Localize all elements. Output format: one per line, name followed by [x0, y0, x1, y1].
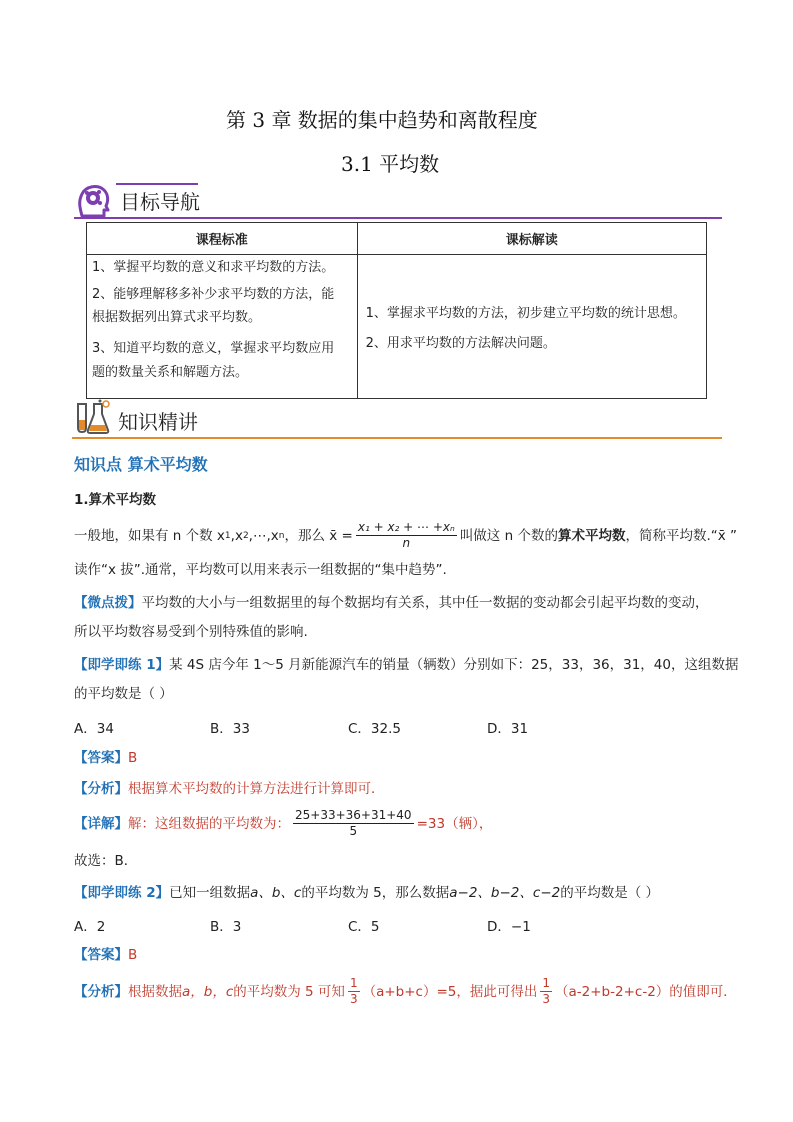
exercise-2-option-a: A．2	[74, 919, 106, 935]
tip-text: 平均数的大小与一组数据里的每个数据均有关系，其中任一数据的变动都会引起平均数的变动，	[141, 595, 709, 611]
exercise-1-option-b: B．33	[210, 721, 250, 737]
def-text: ，简称平均数.“x̄ ”	[625, 527, 738, 544]
exercise-2-tag: 【即学即练 2】	[74, 885, 170, 901]
def-text: 一般地，如果有 n 个数 x	[74, 527, 225, 544]
standard-line: 2、能够理解移多补少求平均数的方法，能	[92, 287, 335, 302]
fraction-numerator: 1	[349, 976, 358, 990]
exercise-1-analysis	[74, 779, 385, 799]
analysis-tag: 【分析】	[74, 781, 128, 797]
exercise-2-option-b: B．3	[210, 919, 242, 935]
exercise-2-exprs: a−2、b−2、c−2	[449, 885, 561, 901]
detail-text: 解：这组数据的平均数为：	[128, 815, 290, 832]
analysis-text: （a+b+c）=5，据此可得出	[362, 983, 538, 1000]
def-text: ,x	[230, 527, 243, 544]
fraction-numerator: 1	[542, 976, 551, 990]
analysis-tag: 【分析】	[74, 983, 128, 1000]
exercise-1-conclusion: 故选：B．	[74, 853, 138, 869]
exercise-1-text: 某 4S 店今年 1～5 月新能源汽车的销量（辆数）分别如下：25，33，36，31，40，这组数据	[169, 657, 739, 673]
standards-table	[86, 222, 707, 399]
exercise-1-option-d: D．31	[487, 721, 529, 737]
def-sub: 1	[224, 530, 231, 541]
exercise-2-option-d: D．−1	[487, 919, 531, 935]
answer-value: B	[128, 750, 138, 766]
lab-flask-icon	[72, 398, 112, 436]
brain-head-icon	[74, 180, 114, 220]
exercise-1-detail	[74, 808, 492, 839]
definition-line-2: 读作“x 拔”.通常，平均数可以用来表示一组数据的“集中趋势”.	[74, 562, 447, 578]
standards-right-cell	[357, 255, 706, 399]
def-text: 叫做这 n 个数的	[459, 527, 558, 544]
exercise-2-vars: a、b、c	[250, 885, 302, 901]
goal-divider	[74, 217, 722, 219]
tip-line-1	[74, 593, 709, 613]
analysis-vars: a，b，c	[182, 983, 234, 1000]
exercise-1-line-1	[74, 655, 739, 675]
exercise-2-option-c: C．5	[348, 919, 380, 935]
answer-tag: 【答案】	[74, 947, 128, 963]
detail-denominator: 5	[349, 824, 358, 838]
analysis-fraction-2	[540, 976, 552, 1007]
definition-line-1	[74, 520, 737, 551]
goal-label-overline	[116, 183, 198, 185]
exercise-2-text: 的平均数是（ ）	[560, 885, 660, 901]
table-header-interpretation: 课标解读	[357, 223, 706, 255]
fraction-denominator: 3	[542, 992, 551, 1006]
detail-result: =33（辆），	[416, 815, 493, 832]
answer-tag: 【答案】	[74, 750, 128, 766]
exercise-1-option-a: A．34	[74, 721, 114, 737]
exercise-2-answer	[74, 945, 137, 965]
def-bold-term: 算术平均数	[557, 527, 626, 544]
exercise-1-line-2: 的平均数是（ ）	[74, 686, 173, 702]
exercise-1-answer	[74, 748, 137, 768]
chapter-title: 第 3 章 数据的集中趋势和离散程度	[226, 108, 538, 132]
analysis-text: 的平均数为 5 可知	[233, 983, 345, 1000]
def-sub: n	[278, 530, 285, 541]
analysis-text: 根据算术平均数的计算方法进行计算即可．	[128, 781, 385, 797]
exercise-2-text: 已知一组数据	[169, 885, 251, 901]
tip-line-2: 所以平均数容易受到个别特殊值的影响.	[74, 624, 308, 640]
interpretation-line: 1、掌握求平均数的方法，初步建立平均数的统计思想。	[365, 305, 686, 321]
knowledge-point-title: 知识点 算术平均数	[74, 455, 208, 474]
mean-formula-fraction	[356, 520, 457, 551]
exercise-2-line-1	[74, 883, 659, 903]
def-text: ，那么 x̄ =	[284, 527, 353, 544]
def-text: ,⋯,x	[248, 527, 279, 544]
standard-line: 1、掌握平均数的意义和求平均数的方法。	[92, 260, 335, 275]
def-sub: 2	[242, 530, 249, 541]
definition-heading: 1.算术平均数	[74, 492, 157, 508]
exercise-2-analysis	[74, 976, 737, 1007]
standards-left-cell	[87, 255, 358, 399]
detail-numerator: 25+33+36+31+40	[295, 808, 412, 822]
mean-formula-numerator: x₁ + x₂ + ⋯ +xₙ	[357, 520, 455, 534]
answer-value: B	[128, 947, 138, 963]
analysis-text: （a-2+b-2+c-2）的值即可．	[555, 983, 737, 1000]
exercise-1-tag: 【即学即练 1】	[74, 657, 170, 673]
detail-fraction	[293, 808, 414, 839]
analysis-fraction-1	[348, 976, 360, 1007]
standard-line: 3、知道平均数的意义，掌握求平均数应用	[92, 341, 335, 356]
table-header-standard: 课程标准	[87, 223, 358, 255]
standard-line: 根据数据列出算式求平均数。	[92, 310, 262, 325]
analysis-text: 根据数据	[128, 983, 182, 1000]
standard-line: 题的数量关系和解题方法。	[92, 365, 249, 380]
section-title: 3.1 平均数	[341, 152, 440, 176]
knowledge-divider	[72, 437, 722, 439]
tip-tag: 【微点拨】	[74, 595, 142, 611]
exercise-2-text: 的平均数为 5，那么数据	[301, 885, 450, 901]
fraction-denominator: 3	[349, 992, 358, 1006]
goal-section-label: 目标导航	[120, 190, 200, 214]
mean-formula-denominator: n	[402, 536, 411, 550]
detail-tag: 【详解】	[74, 815, 128, 832]
exercise-1-option-c: C．32.5	[348, 721, 401, 737]
knowledge-section-label: 知识精讲	[118, 410, 198, 434]
interpretation-line: 2、用求平均数的方法解决问题。	[365, 335, 556, 351]
